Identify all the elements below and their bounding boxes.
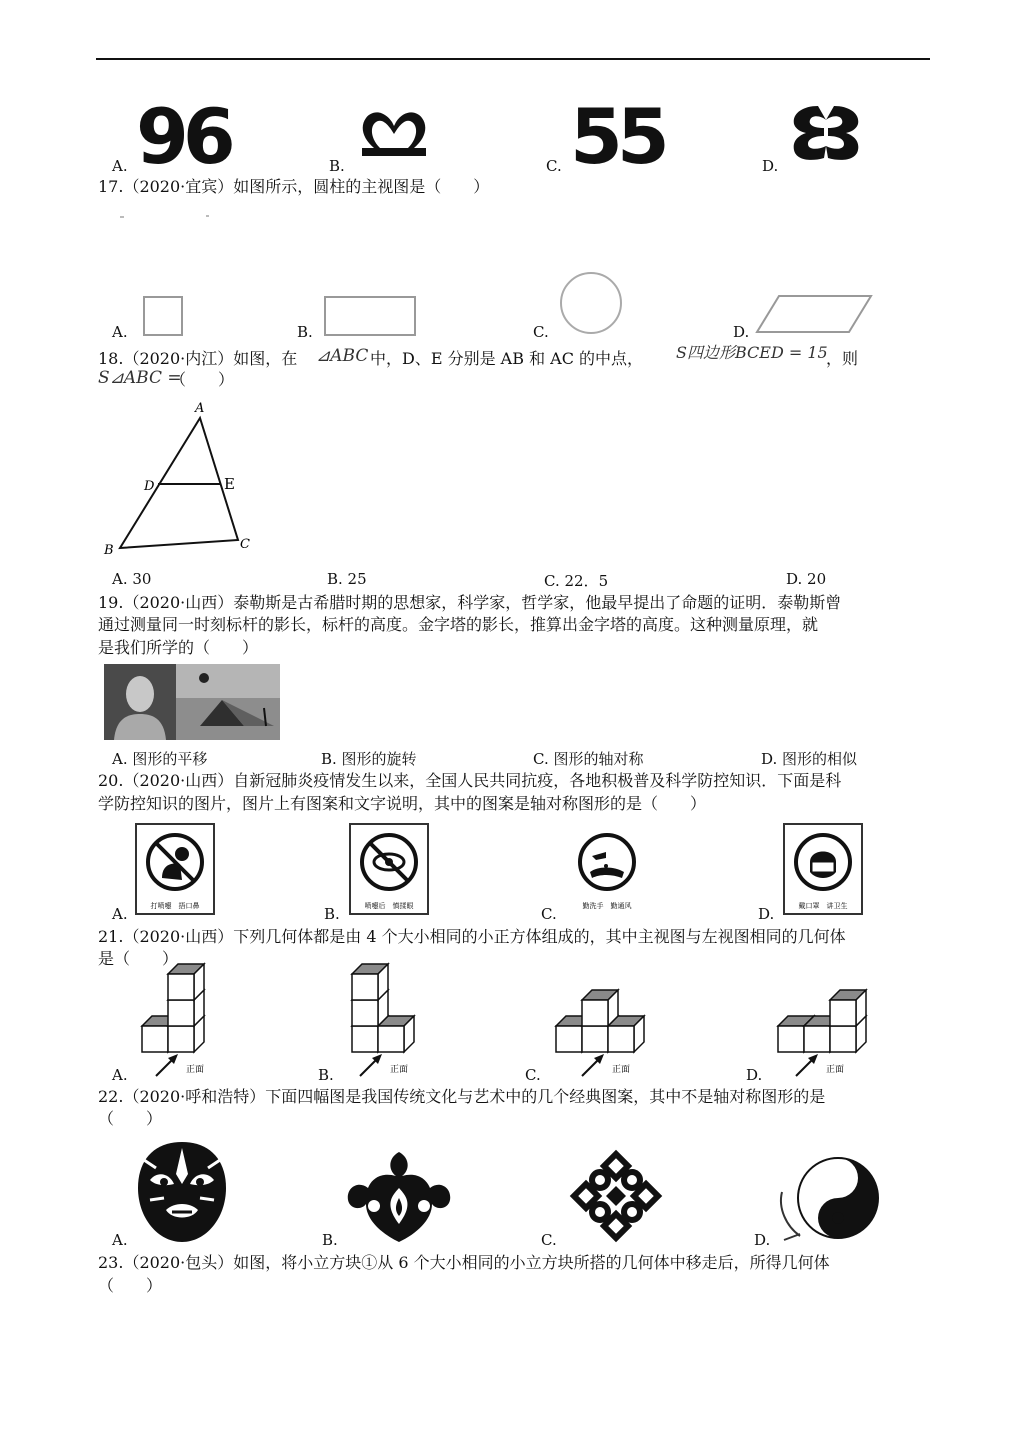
q18-text-b: 中，D、E 分别是 AB 和 AC 的中点， <box>370 349 644 368</box>
q16-option-a-label: A. <box>112 157 128 175</box>
q21-line2: 是（ ） <box>98 949 179 968</box>
q22-option-a-label: A. <box>112 1231 128 1249</box>
q22-option-c-label: C. <box>541 1231 557 1249</box>
q16-option-a-glyph: 96 <box>136 92 230 181</box>
q19-line3: 是我们所学的（ ） <box>98 638 259 657</box>
q23-line1: 23.（2020·包头）如图，将小立方块①从 6 个大小相同的小立方块所搭的几何体中移走后，所得几何体 <box>98 1253 830 1272</box>
q22-line1: 22.（2020·呼和浩特）下面四幅图是我国传统文化与艺术中的几个经典图案，其中不是轴对称图形的是 <box>98 1087 826 1106</box>
q18-label-b: B <box>104 543 114 558</box>
q22-option-d-taiji <box>776 1156 886 1246</box>
q22-option-d-label: D. <box>754 1231 771 1249</box>
q20-caption-a: 打喷嚏 捂口鼻 <box>150 902 200 910</box>
q21-option-b-label: B. <box>318 1066 334 1084</box>
q20-caption-b: 喷嚏后 慎揉眼 <box>364 902 414 910</box>
q19-line1: 19.（2020·山西）泰勒斯是古希腊时期的思想家，科学家，哲学家，他最早提出了命题的证明．泰勒斯曾 <box>98 593 842 612</box>
q21-option-c-label: C. <box>525 1066 541 1084</box>
q22-line2: （ ） <box>98 1109 163 1128</box>
q22-option-a-opera-mask <box>136 1140 228 1244</box>
q20-line1: 20.（2020·山西）自新冠肺炎疫情发生以来，全国人民共同抗疫，各地积极普及科学防控知识．下面是科 <box>98 771 842 790</box>
q21-option-a-label: A. <box>112 1066 128 1084</box>
q19-option-c: C. 图形的轴对称 <box>533 750 644 768</box>
front-view-arrow-icon <box>156 1054 178 1076</box>
q22-option-b-label: B. <box>322 1231 338 1249</box>
q21-option-b-figure <box>344 972 454 1082</box>
q18-math-triangle: ⊿ABC <box>316 346 369 366</box>
q19-option-a: A. 图形的平移 <box>112 750 208 768</box>
scan-speck <box>206 215 209 217</box>
q22-option-b-pattern <box>344 1148 454 1244</box>
front-view-label: 正面 <box>826 1065 845 1075</box>
q22-option-c-pattern <box>566 1148 666 1244</box>
q18-option-d: D. 20 <box>786 570 827 588</box>
q18-label-e: E <box>224 475 235 493</box>
q20-option-b-figure <box>348 822 430 916</box>
q18-label-a: A <box>195 401 205 416</box>
unit-cube <box>352 964 388 1000</box>
front-view-label: 正面 <box>390 1065 409 1075</box>
q16-option-c-label: C. <box>546 157 562 175</box>
q18-math-s: S⊿ABC = <box>98 368 182 388</box>
q17-option-b-label: B. <box>297 323 313 341</box>
q18-text-a: 18.（2020·内江）如图，在 <box>98 349 298 368</box>
q18-text-c: ，则 <box>826 349 859 368</box>
front-view-arrow-icon <box>582 1054 604 1076</box>
q17-question: 17.（2020·宜宾）如图所示，圆柱的主视图是（ ） <box>98 177 490 196</box>
q19-option-b: B. 图形的旋转 <box>321 750 417 768</box>
q20-option-b-label: B. <box>324 905 340 923</box>
q18-option-c: C. 22．5 <box>544 572 609 590</box>
q16-option-b-figure <box>356 104 432 164</box>
q17-option-c-label: C. <box>533 323 549 341</box>
front-view-label: 正面 <box>186 1065 205 1075</box>
q16-option-b-label: B. <box>329 157 345 175</box>
front-view-label: 正面 <box>612 1065 631 1075</box>
q17-option-c-circle <box>560 272 622 334</box>
q18-label-c: C <box>240 537 250 552</box>
q16-option-c-glyph: 55 <box>570 92 664 181</box>
q17-option-d-label: D. <box>733 323 750 341</box>
q18-option-a: A. 30 <box>112 570 152 588</box>
q17-option-b-rectangle <box>324 296 416 336</box>
q20-line2: 学防控知识的图片，图片上有图案和文字说明，其中的图案是轴对称图形的是（ ） <box>98 794 707 813</box>
q21-line1: 21.（2020·山西）下列几何体都是由 4 个大小相同的小正方体组成的，其中主视图与左视图相同的几何体 <box>98 927 846 946</box>
q19-photo <box>104 664 280 740</box>
q21-option-c-figure <box>552 972 662 1082</box>
q19-line2: 通过测量同一时刻标杆的影长，标杆的高度。金字塔的影长，推算出金字塔的高度。这种测量原理，就 <box>98 615 819 634</box>
q18-label-d: D <box>144 479 155 494</box>
front-view-arrow-icon <box>360 1054 382 1076</box>
q19-option-d: D. 图形的相似 <box>761 750 858 768</box>
q20-caption-d: 戴口罩 讲卫生 <box>798 902 848 910</box>
q20-option-d-figure <box>782 822 864 916</box>
scan-speck <box>120 216 124 218</box>
q20-caption-c: 勤洗手 勤通风 <box>582 902 632 910</box>
q20-option-c-label: C. <box>541 905 557 923</box>
unit-cube <box>582 990 618 1026</box>
top-rule <box>96 58 930 60</box>
front-view-arrow-icon <box>796 1054 818 1076</box>
q17-option-d-parallelogram <box>755 294 875 336</box>
q18-triangle-figure <box>100 398 270 560</box>
q21-option-d-label: D. <box>746 1066 763 1084</box>
unit-cube <box>830 990 866 1026</box>
q18-math-area: S四边形BCED = 15 <box>676 343 828 362</box>
q18-option-b: B. 25 <box>327 570 367 588</box>
q21-option-d-figure <box>774 972 884 1082</box>
q20-option-a-figure <box>134 822 216 916</box>
q17-option-a-label: A. <box>112 323 128 341</box>
q20-option-a-label: A. <box>112 905 128 923</box>
q21-option-a-figure <box>138 972 248 1082</box>
q18-paren: （ ） <box>170 370 235 389</box>
q20-option-c-figure <box>566 822 648 916</box>
unit-cube <box>168 964 204 1000</box>
q16-option-d-label: D. <box>762 157 779 175</box>
q16-option-d-figure <box>788 102 864 164</box>
q23-line2: （ ） <box>98 1276 163 1295</box>
q17-option-a-square <box>143 296 183 336</box>
q20-option-d-label: D. <box>758 905 775 923</box>
